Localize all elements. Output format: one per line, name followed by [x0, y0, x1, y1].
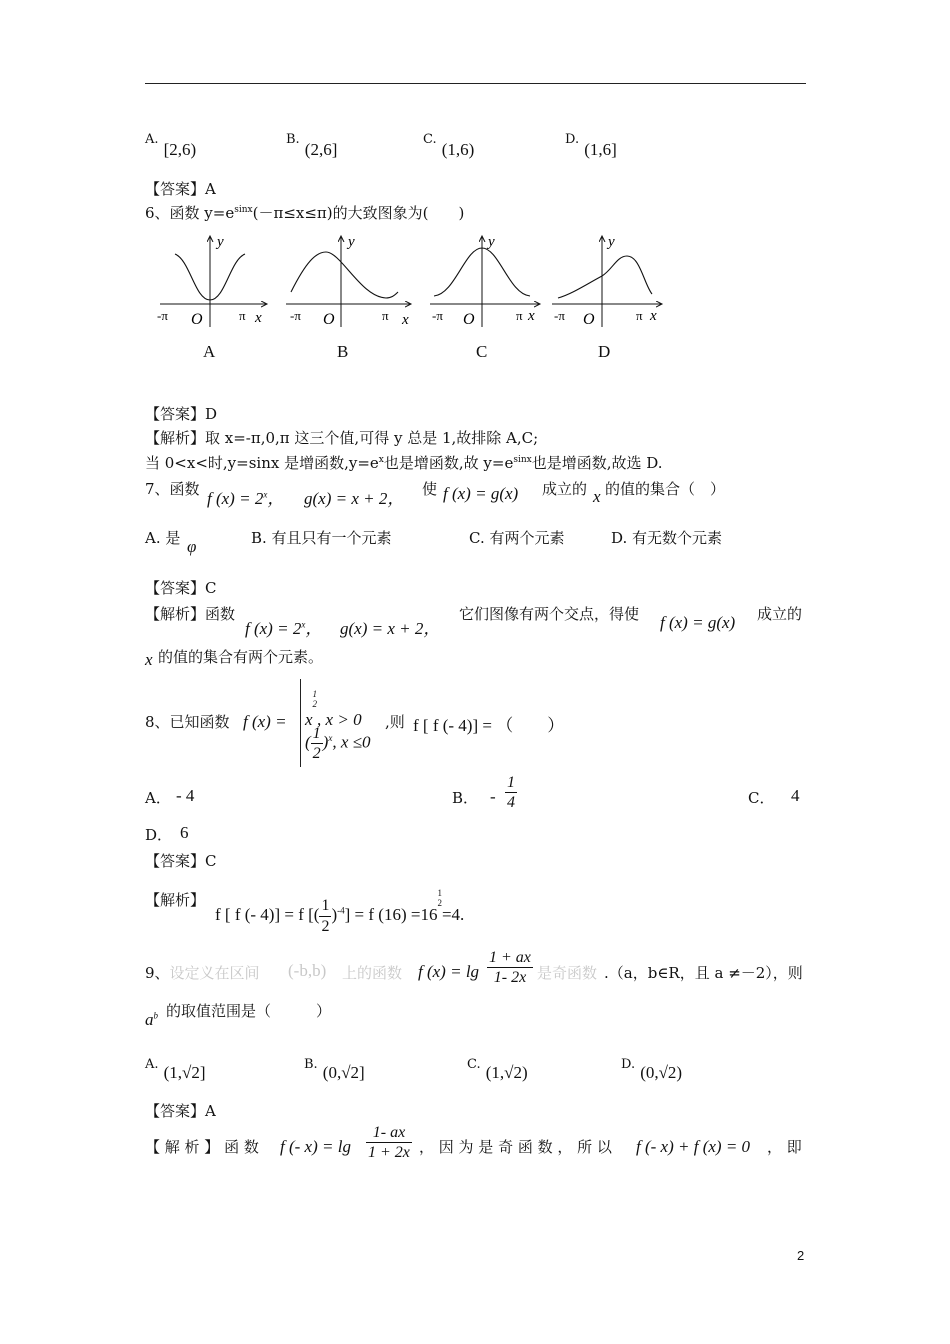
q8-case2-den: 2 — [312, 745, 321, 763]
q9-line2-sup: b — [153, 1010, 158, 1021]
q9-frac-inner — [487, 948, 533, 987]
q8-option-d-value: 6 — [180, 823, 189, 842]
q9-stem-suffix: .（a，b∈R，且 a ≠－2），则 — [604, 964, 803, 982]
q6-graph-a-pi: π — [239, 308, 246, 323]
q6-graph-d-origin: O — [583, 311, 595, 328]
q5-option-c — [423, 128, 475, 159]
q6-graph-b — [286, 232, 416, 336]
q8-answer: 【答案】C — [145, 852, 217, 870]
q6-graph-a-xlabel: x — [255, 310, 262, 326]
q9-option-b-value: (0,√2] — [322, 1063, 365, 1082]
q7-eq: f (x) = g(x) — [443, 484, 519, 503]
page-number: 2 — [797, 1248, 805, 1263]
q8-analysis-b: ) — [331, 905, 338, 924]
q8-analysis — [215, 888, 464, 936]
q6-graph-d-pi: π — [636, 308, 643, 323]
q7-f-def: f $(x) = 2^x$， — [207, 489, 285, 508]
q9-frac — [487, 948, 533, 987]
q9-option-a-value: (1,√2] — [163, 1063, 206, 1082]
q5-option-c-label: C. — [423, 132, 437, 147]
q7-f-def-sup: x — [263, 489, 268, 500]
q7-analysis-f-text: f (x) = 2 — [245, 619, 302, 638]
q8-analysis-head: 【解析】 — [145, 891, 206, 909]
q7-option-a-symbol: φ — [187, 537, 197, 556]
q6-graph-a — [155, 232, 275, 336]
q6-graph-b-caption: B — [337, 342, 349, 361]
q5-option-d-label: D. — [565, 132, 580, 147]
q8-stem-prefix: 8、已知函数 — [145, 713, 230, 731]
q5-option-b-value: (2,6] — [304, 140, 338, 159]
q9-analysis-mid: ， 因 为 是 奇 函 数 ， 所 以 — [419, 1138, 612, 1156]
q8-option-a-value: - 4 — [176, 786, 195, 805]
q6-graph-b-origin: O — [323, 311, 335, 328]
q8-case2-exp: x — [328, 732, 333, 743]
q6-graph-c — [430, 232, 545, 336]
q7-analysis-var: x — [145, 650, 153, 669]
q5-option-a — [145, 128, 197, 159]
q9-option-a — [145, 1053, 206, 1082]
q8-case2-num: 1 — [311, 724, 323, 744]
q6-analysis-line2-c: 也是增函数,故选 D. — [531, 454, 663, 472]
q8-option-a-label: A． — [145, 789, 171, 807]
q6-graph-c-caption: C — [476, 342, 488, 361]
q7-analysis-g-text: g(x) = x + 2 — [340, 619, 424, 638]
q8-analysis-frac — [319, 896, 331, 935]
q6-analysis-line2-sup2: sinx — [513, 455, 532, 465]
q8-case2: ( $\frac{1}{2}$ )$^x$, x ≤0 — [305, 725, 371, 763]
q9-analysis-head: 【 解 析 】 函 数 — [145, 1138, 259, 1156]
q7-analysis-line2: 的值的集合有两个元素。 — [158, 648, 324, 666]
q9-line2-text: 的取值范围是（ ） — [166, 1002, 332, 1020]
q9-option-d — [621, 1053, 683, 1082]
q8-analysis-d: =4 — [441, 905, 461, 924]
q9-stem-faint3: 是奇函数 — [537, 964, 598, 982]
q5-option-a-label: A. — [145, 132, 159, 147]
q9-fx: f (x) = lg — [418, 962, 480, 981]
q9-stem-faint: 设定义在区间 — [169, 964, 260, 982]
q9-analysis-eq: f (- x) + f (x) = 0 — [636, 1137, 751, 1156]
q6-graph-a-ylabel: y — [217, 234, 224, 250]
q9-option-a-label: A. — [145, 1057, 159, 1072]
q5-option-d-value: (1,6] — [584, 140, 617, 159]
q7-analysis-f-sup: x — [301, 619, 306, 630]
q9-analysis-frac-inner — [366, 1123, 412, 1162]
q6-graph-a-origin: O — [191, 311, 203, 328]
q8-case2-cond: , x ≤0 — [332, 732, 371, 752]
q6-graph-a-negpi: -π — [157, 308, 168, 323]
q8-option-b-den: 4 — [507, 794, 515, 812]
q8-analysis-end: . — [460, 905, 465, 924]
q5-option-b — [286, 128, 338, 159]
q8-analysis-sup2-den: 2 — [437, 898, 442, 908]
q7-g-def-text: g(x) = x + 2 — [304, 489, 388, 508]
q6-graph-d — [552, 232, 667, 336]
q8-analysis-den: 2 — [321, 917, 330, 935]
q8-option-b-sign: - — [490, 787, 496, 806]
q9-answer: 【答案】A — [145, 1102, 216, 1120]
q7-stem-mid2: 成立的 — [542, 480, 588, 498]
q6-graph-b-negpi: -π — [290, 308, 301, 323]
q6-graph-c-origin: O — [463, 311, 475, 328]
q8-stem-suffix: ,则 — [385, 713, 405, 731]
q7-var: x — [593, 487, 601, 506]
q9-line2-base-text: a — [145, 1010, 154, 1029]
q6-graph-c-negpi: -π — [432, 308, 443, 323]
q9-frac-den: 1- 2x — [493, 969, 527, 987]
q9-option-c-label: C. — [467, 1057, 481, 1072]
q9-option-c-value: (1,√2) — [485, 1063, 528, 1082]
q7-f-def-text: f (x) = 2 — [207, 489, 264, 508]
q6-stem-sup: sinx — [234, 205, 253, 215]
q6-stem-suffix: (－π≤x≤π)的大致图象为( ) — [252, 204, 465, 222]
q9-analysis-fx: f (- x) = lg — [280, 1137, 351, 1156]
q9-stem — [145, 962, 260, 983]
q6-graph-b-xlabel: x — [402, 312, 409, 328]
q8-option-b-num: 1 — [505, 773, 517, 793]
q5-option-a-value: [2,6) — [163, 140, 197, 159]
q7-analysis-head: 【解析】函数 — [145, 605, 236, 623]
q7-option-a: A. 是 — [145, 529, 181, 547]
q9-analysis-den: 1 + 2x — [368, 1144, 410, 1162]
q8-option-b-frac-inner — [505, 773, 517, 812]
q7-answer: 【答案】C — [145, 579, 217, 597]
q6-graph-c-xlabel: x — [528, 308, 535, 324]
q8-analysis-sup: -4 — [337, 905, 345, 916]
q6-analysis-line2-sup1: x — [378, 455, 384, 465]
q8-analysis-a: f [ f (- 4)] = f [( — [215, 905, 320, 924]
q7-option-b: B. 有且只有一个元素 — [251, 529, 392, 547]
q8-piecewise-brace — [300, 679, 301, 767]
q6-graph-d-caption: D — [598, 342, 611, 361]
q7-option-c: C. 有两个元素 — [469, 529, 565, 547]
q8-option-c-value: 4 — [791, 786, 800, 805]
q6-analysis-line2 — [145, 452, 663, 473]
q7-analysis-f: f $(x) = 2^x$， — [245, 619, 323, 638]
q7-analysis-g: g(x) = x + 2， — [340, 619, 441, 638]
q6-graph-b-pi: π — [382, 308, 389, 323]
q5-option-b-label: B. — [286, 132, 300, 147]
q8-analysis-num: 1 — [319, 896, 331, 916]
q6-analysis-line2-a: 当 0<x<时,y=sinx 是增函数,y=e — [145, 454, 379, 472]
q7-option-d: D. 有无数个元素 — [611, 529, 723, 547]
q9-interval: (-b,b) — [288, 961, 327, 980]
header-rule — [145, 83, 806, 84]
q8-case1-cond: , x > 0 — [317, 710, 362, 729]
q7-stem-prefix: 7、函数 — [145, 480, 200, 498]
q8-option-b-frac — [505, 773, 517, 812]
q9-option-c — [467, 1053, 528, 1082]
q6-graph-d-xlabel: x — [650, 308, 657, 324]
q9-option-b — [304, 1053, 365, 1082]
q7-analysis-eq: f (x) = g(x) — [660, 613, 736, 632]
q9-option-d-value: (0,√2) — [640, 1063, 683, 1082]
q8-case1-exp-num: 1 — [312, 689, 318, 699]
q6-answer: 【答案】D — [145, 405, 218, 423]
q6-graph-c-ylabel: y — [488, 234, 495, 250]
q7-stem-suffix: 的值的集合（ ） — [605, 480, 726, 498]
q5-option-c-value: (1,6) — [441, 140, 475, 159]
q7-g-def: g(x) = x + 2， — [304, 489, 405, 508]
q8-ask: f [ f (- 4)] = （ ） — [413, 716, 565, 735]
q6-graph-a-caption: A — [203, 342, 216, 361]
q8-case1-base: x — [305, 710, 313, 729]
q9-analysis-frac — [366, 1123, 412, 1162]
q5-answer: 【答案】A — [145, 180, 216, 198]
q9-option-b-label: B. — [304, 1057, 318, 1072]
q7-stem-mid: 使 — [422, 480, 438, 498]
q9-stem-faint2: 上的函数 — [342, 964, 403, 982]
q8-option-b-label: B． — [452, 789, 479, 807]
q6-graph-c-pi: π — [516, 308, 523, 323]
q8-analysis-sup2-num: 1 — [437, 888, 442, 898]
q6-graph-d-ylabel: y — [608, 234, 615, 250]
q8-case1-exp — [313, 689, 318, 709]
q6-graph-b-ylabel: y — [348, 234, 355, 250]
q8-case2-frac — [311, 724, 323, 763]
q6-graph-d-negpi: -π — [554, 308, 565, 323]
q6-stem — [145, 202, 464, 223]
q7-analysis-tail: 成立的 — [757, 605, 803, 623]
q9-option-d-label: D. — [621, 1057, 636, 1072]
q8-case1-exp-den: 2 — [312, 699, 318, 709]
q6-analysis-line2-b: 也是增函数,故 y=e — [383, 454, 514, 472]
q8-analysis-c: ] = f (16) =16 — [344, 905, 438, 924]
q9-line2-base — [145, 1010, 158, 1030]
q9-stem-prefix: 9、 — [145, 964, 170, 982]
q8-option-d-label: D． — [145, 826, 173, 844]
q9-frac-num: 1 + ax — [487, 948, 533, 968]
q7-analysis-mid: 它们图像有两个交点，得使 — [459, 605, 640, 623]
q6-analysis-line1: 【解析】取 x=-π,0,π 这三个值,可得 y 总是 1,故排除 A,C; — [145, 429, 539, 447]
q9-analysis-num: 1- ax — [366, 1123, 412, 1143]
q5-option-d — [565, 128, 617, 159]
q9-analysis-end: ， 即 — [767, 1138, 802, 1156]
q6-stem-prefix: 6、函数 y=e — [145, 204, 235, 222]
q8-fx: f (x) = — [243, 712, 287, 731]
q8-option-c-label: C． — [748, 789, 775, 807]
